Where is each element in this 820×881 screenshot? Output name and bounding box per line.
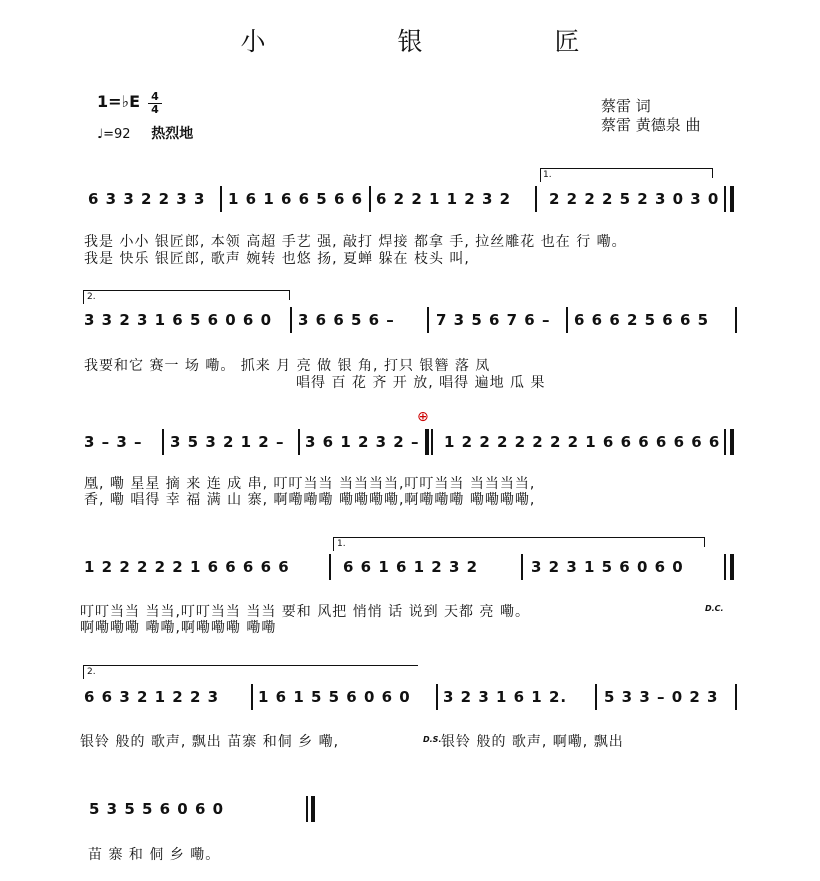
time-signature	[148, 91, 162, 116]
volta-label-2b: 2.	[87, 667, 96, 677]
lyrics-2-verse-1: 我要和它 赛一 场 嘞。 抓来 月 亮 做 银 角, 打只 银簪 落 凤	[84, 358, 491, 374]
tempo-value: ♩=92	[97, 127, 131, 142]
repeat-end-barline	[730, 554, 734, 580]
measure-2-1: 3 3 2 3 1 6 5 6 0 6 0	[84, 311, 273, 329]
ds-mark: D.S.	[423, 735, 442, 744]
volta-label-1: 1.	[543, 170, 552, 180]
volta-bracket-2b-left	[83, 665, 84, 679]
barline	[735, 307, 737, 333]
barline	[535, 186, 537, 212]
lyrics-4-verse-1: 叮叮当当 当当,叮叮当当 当当 要和 风把 悄悄 话 说到 天都 亮 嘞。	[80, 604, 530, 620]
measure-4-1: 1 2 2 2 2 2 1 6 6 6 6 6	[84, 558, 290, 576]
barline	[369, 186, 371, 212]
volta-bracket-1-left	[540, 168, 541, 182]
barline	[724, 429, 726, 455]
measure-4-2: 6 6 1 6 1 2 3 2	[343, 558, 479, 576]
meter-top: 4	[151, 90, 159, 103]
barline	[566, 307, 568, 333]
repeat-end-barline	[730, 186, 734, 212]
measure-1-4: 2 2 2 2 5 2 3 0 3 0	[549, 190, 720, 208]
barline	[251, 684, 253, 710]
barline	[431, 429, 433, 455]
measure-5-1: 6 6 3 2 1 2 2 3	[84, 688, 220, 706]
lyrics-3-verse-1: 凰, 嘞 星星 摘 来 连 成 串, 叮叮当当 当当当当,叮叮当当 当当当当,	[84, 476, 536, 492]
barline	[290, 307, 292, 333]
measure-3-2: 3 5 3 2 1 2 –	[170, 433, 285, 451]
volta-bracket-1	[540, 168, 713, 169]
barline	[436, 684, 438, 710]
measure-3-3: 3 6 1 2 3 2 –	[305, 433, 420, 451]
volta-bracket-1b-left	[333, 537, 334, 551]
measure-5-4: 5 3 3 – 0 2 3	[604, 688, 719, 706]
lyrics-4-verse-2: 啊嘞嘞嘞 嘞嘞,啊嘞嘞嘞 嘞嘞	[80, 620, 277, 636]
measure-5-3: 3 2 3 1 6 1 2.	[443, 688, 568, 706]
segno-icon: ⊕	[417, 409, 429, 425]
barline	[724, 554, 726, 580]
key-signature: 1=♭E	[97, 92, 141, 111]
barline	[220, 186, 222, 212]
lyrics-5-part-2: 银铃 般的 歌声, 啊嘞, 飘出	[441, 734, 624, 750]
lyrics-2-verse-2: 唱得 百 花 齐 开 放, 唱得 遍地 瓜 果	[296, 375, 546, 391]
meter-bottom: 4	[151, 103, 159, 116]
volta-bracket-1b-right	[704, 537, 705, 547]
volta-label-1b: 1.	[337, 539, 346, 549]
measure-2-4: 6 6 6 2 5 6 6 5	[574, 311, 710, 329]
measure-1-1: 6 3 3 2 2 3 3	[88, 190, 206, 208]
measure-2-2: 3 6 6 5 6 –	[298, 311, 395, 329]
volta-bracket-2-right	[289, 290, 290, 300]
barline	[521, 554, 523, 580]
barline	[298, 429, 300, 455]
lyricist-credit: 蔡雷 词	[601, 97, 651, 115]
volta-bracket-2b	[83, 665, 418, 666]
final-barline-thin	[306, 796, 308, 822]
volta-bracket-1-right	[712, 168, 713, 178]
lyrics-1-verse-2: 我是 快乐 银匠郎, 歌声 婉转 也悠 扬, 夏蝉 躲在 枝头 叫,	[84, 251, 470, 267]
page-title: 小 银 匠	[240, 27, 642, 56]
lyrics-6: 苗 寨 和 侗 乡 嘞。	[88, 847, 221, 863]
barline	[595, 684, 597, 710]
lyrics-1-verse-1: 我是 小小 银匠郎, 本领 高超 手艺 强, 敲打 焊接 都拿 手, 拉丝雕花 也在 行 嘞。	[84, 234, 627, 250]
volta-bracket-2-left	[83, 290, 84, 304]
lyrics-3-verse-2: 香, 嘞 唱得 幸 福 满 山 寨, 啊嘞嘞嘞 嘞嘞嘞嘞,啊嘞嘞嘞 嘞嘞嘞嘞,	[84, 492, 536, 508]
barline	[724, 186, 726, 212]
lyrics-5-part-1: 银铃 般的 歌声, 飘出 苗寨 和侗 乡 嘞,	[80, 734, 340, 750]
measure-2-3: 7 3 5 6 7 6 –	[436, 311, 551, 329]
measure-1-3: 6 2 2 1 1 2 3 2	[376, 190, 512, 208]
barline	[162, 429, 164, 455]
measure-6-1: 5 3 5 5 6 0 6 0	[89, 800, 225, 818]
measure-3-4: 1 2 2 2 2 2 2 2 1 6 6 6 6 6 6 6	[444, 433, 721, 451]
dc-mark: D.C.	[705, 604, 724, 613]
volta-label-2: 2.	[87, 292, 96, 302]
composer-credit: 蔡雷 黄德泉 曲	[601, 116, 701, 134]
expression-mark: 热烈地	[151, 126, 194, 142]
barline	[427, 307, 429, 333]
repeat-end-barline	[730, 429, 734, 455]
barline	[329, 554, 331, 580]
measure-4-3: 3 2 3 1 5 6 0 6 0	[531, 558, 684, 576]
barline	[735, 684, 737, 710]
measure-3-1: 3 – 3 –	[84, 433, 143, 451]
final-barline-thick	[311, 796, 315, 822]
volta-bracket-2	[83, 290, 290, 291]
volta-bracket-1b	[333, 537, 705, 538]
measure-5-2: 1 6 1 5 5 6 0 6 0	[258, 688, 411, 706]
repeat-start-barline	[425, 429, 429, 455]
tempo-mark	[97, 123, 193, 143]
measure-1-2: 1 6 1 6 6 5 6 6	[228, 190, 364, 208]
